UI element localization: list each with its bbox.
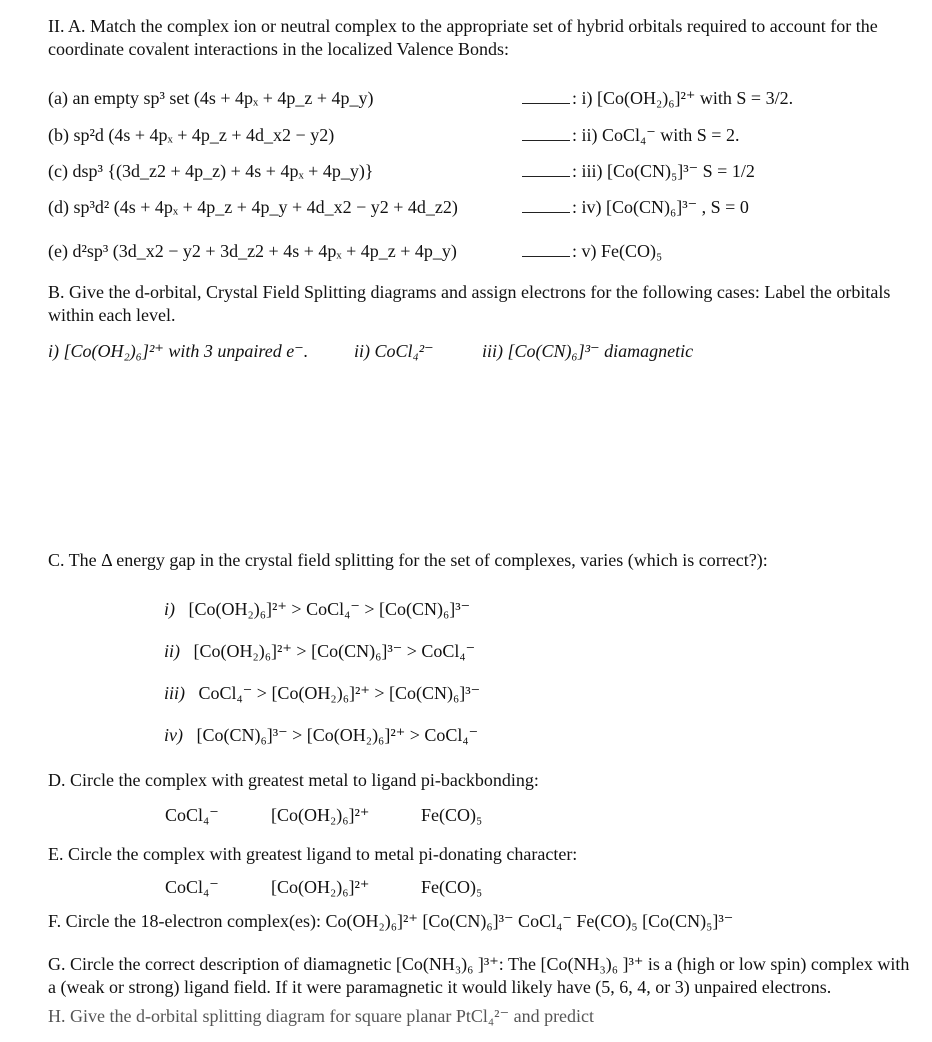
match-row-c-answer[interactable]	[522, 160, 755, 183]
part-c-option-iii[interactable]	[164, 682, 480, 705]
match-row-b-left: (b) sp²d (4s + 4pₓ + 4p_z + 4d_x2 − y2)	[48, 125, 335, 145]
part-b-case-3: iii) [Co(CN)₆]³⁻ diamagnetic	[482, 341, 694, 361]
part-e-heading: E. Circle the complex with greatest ligand to metal pi-donating character:	[48, 844, 578, 864]
match-option-ii: : ii) CoCl₄⁻ with S = 2.	[572, 125, 740, 145]
match-row-d-left: (d) sp³d² (4s + 4pₓ + 4p_z + 4p_y + 4d_x2 − y2 + 4d_z2)	[48, 197, 458, 217]
match-option-iv: : iv) [Co(CN)₆]³⁻ , S = 0	[572, 197, 749, 217]
option-text: CoCl₄⁻ > [Co(OH₂)₆]²⁺ > [Co(CN)₆]³⁻	[198, 683, 481, 703]
option-text: [Co(OH₂)₆]²⁺ > [Co(CN)₆]³⁻ > CoCl₄⁻	[193, 641, 476, 661]
part-e-choice-fe-co[interactable]: Fe(CO)₅	[421, 877, 483, 897]
part-c-option-ii[interactable]	[164, 640, 475, 663]
part-b-case-2: ii) CoCl₄²⁻	[354, 341, 434, 361]
option-text: [Co(CN)₆]³⁻ > [Co(OH₂)₆]²⁺ > CoCl₄⁻	[196, 725, 479, 745]
part-c-option-iv[interactable]	[164, 724, 478, 747]
option-number: iii)	[164, 683, 185, 703]
option-number: i)	[164, 599, 175, 619]
match-row-a-left: (a) an empty sp³ set (4s + 4pₓ + 4p_z + 4p_y)	[48, 88, 374, 108]
answer-blank[interactable]	[522, 162, 570, 177]
part-b-case-1: i) [Co(OH₂)₆]²⁺ with 3 unpaired e⁻.	[48, 341, 309, 361]
part-b-heading: B. Give the d-orbital, Crystal Field Splitting diagrams and assign electrons for the following cases: Label the orbitals within each level.	[48, 282, 891, 325]
part-f-question: F. Circle the 18-electron complex(es): Co(OH₂)₆]²⁺ [Co(CN)₆]³⁻ CoCl₄⁻ Fe(CO)₅ [Co(CN)₅]³⁻	[48, 911, 734, 931]
part-e-choice-co-oh2[interactable]: [Co(OH₂)₆]²⁺	[271, 877, 370, 897]
part-g-question: G. Circle the correct description of diamagnetic [Co(NH₃)₆ ]³⁺: The [Co(NH₃)₆ ]³⁺ is a (high or low spin) complex with a (weak or strong) ligand field. If it were paramagnetic it would likely have (5, 6, 4, or 3) unpaired electrons.	[48, 954, 910, 997]
answer-blank[interactable]	[522, 89, 570, 104]
match-row-c-left: (c) dsp³ {(3d_z2 + 4p_z) + 4s + 4pₓ + 4p_y)}	[48, 161, 374, 181]
part-d-choice-co-oh2[interactable]: [Co(OH₂)₆]²⁺	[271, 805, 370, 825]
match-option-i: : i) [Co(OH₂)₆]²⁺ with S = 3/2.	[572, 88, 794, 108]
option-number: ii)	[164, 641, 180, 661]
part-a-heading: II. A. Match the complex ion or neutral complex to the appropriate set of hybrid orbitals required to account for the coordinate covalent interactions in the localized Valence Bonds:	[48, 16, 878, 59]
match-row-d-answer[interactable]	[522, 196, 749, 219]
answer-blank[interactable]	[522, 126, 570, 141]
option-text: [Co(OH₂)₆]²⁺ > CoCl₄⁻ > [Co(CN)₆]³⁻	[188, 599, 471, 619]
cutoff-next-question: H. Give the d-orbital splitting diagram for square planar PtCl₄²⁻ and predict	[48, 1006, 595, 1026]
match-row-b-answer[interactable]	[522, 124, 739, 147]
match-row-a-answer[interactable]	[522, 87, 793, 110]
match-option-v: : v) Fe(CO)₅	[572, 241, 663, 261]
option-number: iv)	[164, 725, 183, 745]
answer-blank[interactable]	[522, 242, 570, 257]
part-e-choice-cocl4[interactable]: CoCl₄⁻	[165, 877, 219, 897]
match-row-e-left: (e) d²sp³ (3d_x2 − y2 + 3d_z2 + 4s + 4pₓ + 4p_z + 4p_y)	[48, 241, 457, 261]
match-row-e-answer[interactable]	[522, 240, 662, 263]
part-d-choice-fe-co[interactable]: Fe(CO)₅	[421, 805, 483, 825]
part-d-heading: D. Circle the complex with greatest metal to ligand pi-backbonding:	[48, 770, 539, 790]
match-option-iii: : iii) [Co(CN)₅]³⁻ S = 1/2	[572, 161, 755, 181]
part-d-choice-cocl4[interactable]: CoCl₄⁻	[165, 805, 219, 825]
answer-blank[interactable]	[522, 198, 570, 213]
part-c-option-i[interactable]	[164, 598, 470, 621]
part-c-heading: C. The Δ energy gap in the crystal field splitting for the set of complexes, varies (which is correct?):	[48, 550, 768, 570]
